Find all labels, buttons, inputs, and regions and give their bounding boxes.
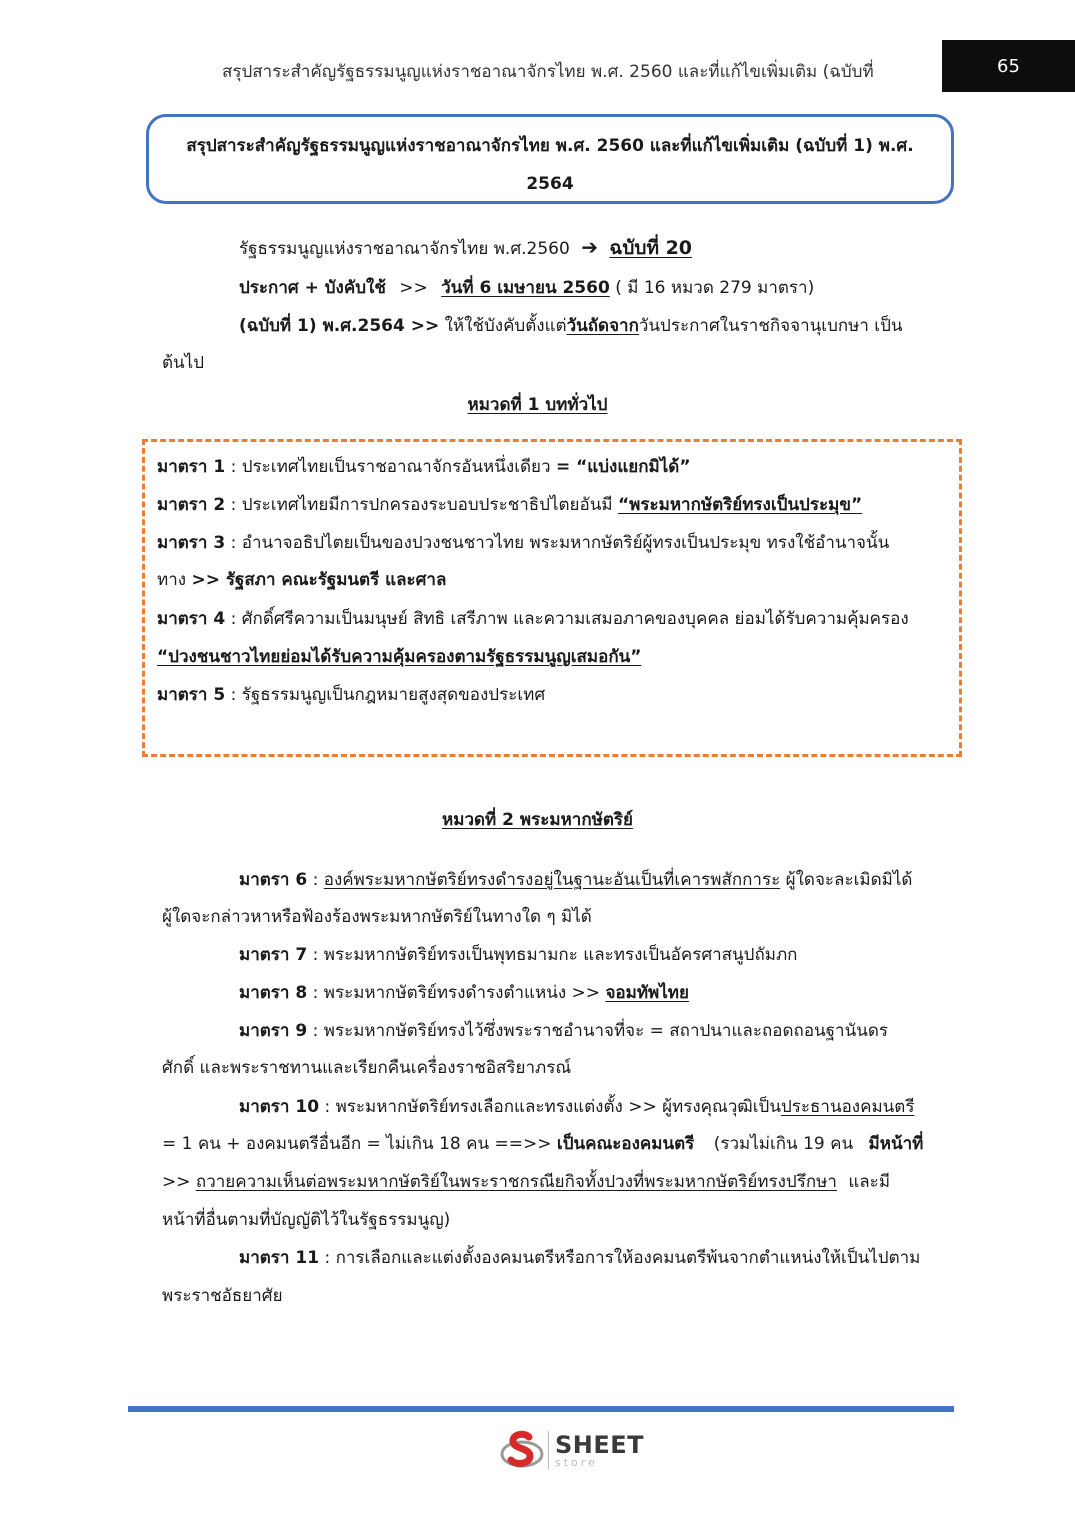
logo-text: SHEET xyxy=(555,1430,645,1459)
section-text: : การเลือกและแต่งตั้งองคมนตรีหรือการให้องคมนตรีพ้นจากตำแหน่งให้เป็นไปตาม xyxy=(324,1248,921,1268)
section-text: : ศักดิ์ศรีความเป็นมนุษย์ สิทธิ เสรีภาพ และความเสมอภาคของบุคคล ย่อมได้รับความคุ้มครอง xyxy=(230,609,909,629)
section-emphasis: ถวายความเห็นต่อพระมหากษัตริย์ในพระราชกรณียกิจทั้งปวงที่พระมหากษัตริย์ทรงปรึกษา xyxy=(195,1172,837,1192)
section-text: ผู้ใดจะละเมิดมิได้ xyxy=(785,870,913,890)
page-number: 65 xyxy=(942,40,1075,92)
section-emphasis: จอมทัพไทย xyxy=(605,983,689,1003)
section-10-cont-3: หน้าที่อื่นตามที่บัญญัติไว้ในรัฐธรรมนูญ) xyxy=(162,1210,451,1230)
section-emphasis: “พระมหากษัตริย์ทรงเป็นประมุข” xyxy=(617,495,863,515)
section-emphasis: = “แบ่งแยกมิได้” xyxy=(555,457,691,477)
logo-divider xyxy=(548,1431,549,1469)
section-label: มาตรา 5 xyxy=(157,685,226,705)
intro-line-2 xyxy=(239,276,814,300)
section-emphasis: ประธานองคมนตรี xyxy=(780,1097,915,1117)
sheet-store-logo xyxy=(500,1428,644,1472)
section-emphasis: >> รัฐสภา คณะรัฐมนตรี และศาล xyxy=(191,570,447,590)
section-6: มาตรา 6 : องค์พระมหากษัตริย์ทรงดำรงอยู่ในฐานะอันเป็นที่เคารพสักการะ ผู้ใดจะละเมิดมิได้ xyxy=(239,870,913,890)
section-emphasis: “ปวงชนชาวไทยย่อมได้รับความคุ้มครองตามรัฐธรรมนูญเสมอกัน” xyxy=(157,647,642,667)
section-7 xyxy=(239,943,797,967)
section-text: : พระมหากษัตริย์ทรงไว้ซึ่งพระราชอำนาจที่จะ = สถาปนาและถอดถอนฐานันดร xyxy=(312,1021,888,1041)
intro-line-1 xyxy=(239,235,692,261)
footer-rule xyxy=(128,1406,954,1412)
section-9 xyxy=(239,1019,888,1043)
section-text: : พระมหากษัตริย์ทรงเลือกและทรงแต่งตั้ง >> ผู้ทรงคุณวุฒิเป็น xyxy=(324,1097,781,1117)
chapter-1-box xyxy=(142,439,962,757)
section-11-cont: พระราชอัธยาศัย xyxy=(162,1286,283,1306)
section-10 xyxy=(239,1095,914,1119)
chapter-2-heading: หมวดที่ 2 พระมหากษัตริย์ xyxy=(442,810,633,830)
amendment-text-underlined: วันถัดจาก xyxy=(566,316,639,336)
section-2 xyxy=(157,493,862,517)
section-1 xyxy=(157,455,691,479)
section-11 xyxy=(239,1246,920,1270)
arrow-right-icon: ➔ xyxy=(581,235,598,259)
section-text: : ประเทศไทยมีการปกครองระบอบประชาธิปไตยอันมี xyxy=(230,495,613,515)
enactment-separator: >> xyxy=(399,278,428,298)
edition-number: ฉบับที่ 20 xyxy=(609,237,693,259)
section-label: มาตรา 2 xyxy=(157,495,226,515)
section-label: มาตรา 9 xyxy=(239,1021,308,1041)
section-text: : พระมหากษัตริย์ทรงดำรงตำแหน่ง >> xyxy=(312,983,601,1003)
section-label: มาตรา 6 xyxy=(239,870,308,890)
section-5 xyxy=(157,683,545,707)
logo-subtext: store xyxy=(555,1455,598,1469)
section-8 xyxy=(239,981,689,1005)
section-label: มาตรา 4 xyxy=(157,609,226,629)
section-10-cont-1: = 1 คน + องคมนตรีอื่นอีก = ไม่เกิน 18 คน ==>> เป็นคณะองคมนตรี (รวมไม่เกิน 19 คน มีหน้าที่ xyxy=(162,1134,924,1154)
section-label: มาตรา 10 xyxy=(239,1097,320,1117)
enactment-label: ประกาศ + บังคับใช้ xyxy=(239,278,386,298)
section-text: : อำนาจอธิปไตยเป็นของปวงชนชาวไทย พระมหากษัตริย์ผู้ทรงเป็นประมุข ทรงใช้อำนาจนั้น xyxy=(230,533,890,553)
section-6-cont: ผู้ใดจะกล่าวหาหรือฟ้องร้องพระมหากษัตริย์ในทางใด ๆ มิได้ xyxy=(162,907,592,927)
amendment-text-b: วันประกาศในราชกิจจานุเบกษา เป็น xyxy=(638,316,903,336)
section-4-cont xyxy=(157,645,641,669)
section-label: มาตรา 11 xyxy=(239,1248,320,1268)
section-3 xyxy=(157,531,889,555)
section-text: : รัฐธรรมนูญเป็นกฎหมายสูงสุดของประเทศ xyxy=(230,685,546,705)
section-text: : พระมหากษัตริย์ทรงเป็นพุทธมามกะ และทรงเป็นอัครศาสนูปถัมภก xyxy=(312,945,798,965)
section-10-cont-2: >> ถวายความเห็นต่อพระมหากษัตริย์ในพระราชกรณียกิจทั้งปวงที่พระมหากษัตริย์ทรงปรึกษา และมี xyxy=(162,1172,891,1192)
section-emphasis: องค์พระมหากษัตริย์ทรงดำรงอยู่ในฐานะอันเป็นที่เคารพสักการะ xyxy=(323,870,781,890)
section-3-cont: ทาง >> รัฐสภา คณะรัฐมนตรี และศาล xyxy=(157,570,447,590)
section-text: : ประเทศไทยเป็นราชอาณาจักรอันหนึ่งเดียว xyxy=(230,457,551,477)
section-4 xyxy=(157,607,909,631)
section-label: มาตรา 7 xyxy=(239,945,308,965)
section-label: มาตรา 8 xyxy=(239,983,308,1003)
running-header: สรุปสาระสำคัญรัฐธรรมนูญแห่งราชอาณาจักรไทย พ.ศ. 2560 และที่แก้ไขเพิ่มเติม (ฉบับที่ xyxy=(222,62,874,82)
chapter-count: ( มี 16 หมวด 279 มาตรา) xyxy=(615,278,815,298)
section-label: มาตรา 1 xyxy=(157,457,226,477)
intro-line-3 xyxy=(239,314,903,338)
document-title: สรุปสาระสำคัญรัฐธรรมนูญแห่งราชอาณาจักรไทย พ.ศ. 2560 และที่แก้ไขเพิ่มเติม (ฉบับที่ 1) พ.ศ. 2564 xyxy=(146,114,954,204)
enactment-date: วันที่ 6 เมษายน 2560 xyxy=(441,278,610,298)
section-9-cont: ศักดิ์ และพระราชทานและเรียกคืนเครื่องราชอิสริยาภรณ์ xyxy=(162,1058,572,1078)
chapter-1-heading: หมวดที่ 1 บททั่วไป xyxy=(467,395,608,415)
logo-s-icon xyxy=(500,1428,544,1472)
section-label: มาตรา 3 xyxy=(157,533,226,553)
amendment-text-a: ให้ใช้บังคับตั้งแต่ xyxy=(444,316,567,336)
amendment-label: (ฉบับที่ 1) พ.ศ.2564 >> xyxy=(239,316,440,336)
section-emphasis: เป็นคณะองคมนตรี xyxy=(556,1134,695,1154)
intro-line-4: ต้นไป xyxy=(162,353,205,373)
intro-constitution-text: รัฐธรรมนูญแห่งราชอาณาจักรไทย พ.ศ.2560 xyxy=(239,239,570,259)
